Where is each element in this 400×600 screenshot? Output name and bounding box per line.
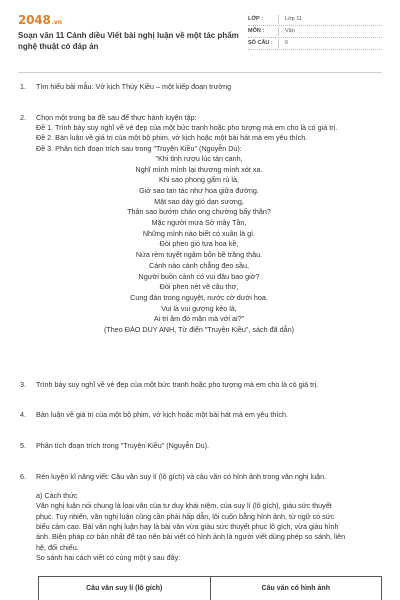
- table-header-cell: Câu văn suy lí (lô gích): [86, 584, 163, 592]
- document-title: [18, 31, 248, 52]
- topic-item: Đề 1. Trình bày suy nghĩ về vẻ đẹp của một bức tranh hoặc pho tượng mà em cho là có giá trị.: [36, 123, 338, 133]
- meta-value: 6: [285, 39, 289, 46]
- poem-line: Mặc người mưa Sở mây Tần,: [151, 218, 247, 228]
- paragraph-line: Văn nghị luận nói chung là loại văn của tư duy khái niệm, của suy lí (lô gích), giàu sức thuyết: [36, 501, 332, 511]
- poem-line: Nửa rèm tuyết ngậm bốn bề trăng thâu.: [135, 250, 263, 260]
- question-text: Tìm hiểu bài mẫu: Vở kịch Thúy Kiều – một kiếp đoạn trường: [36, 82, 232, 91]
- brand-block: [18, 10, 248, 66]
- meta-info: [248, 14, 382, 66]
- topic-item: Đề 3. Phân tích đoạn trích sau trong "Truyện Kiều" (Nguyễn Du):: [36, 143, 242, 153]
- question-number: 2.: [20, 113, 26, 122]
- poem-line: Mặt sao dày gió dạn sương,: [154, 196, 244, 206]
- poem-source: (Theo ĐÀO DUY ANH, Từ điển "Truyện Kiều", sách đã dẫn): [104, 325, 294, 335]
- poem-line: Đòi phen gió tựa hoa kề,: [159, 239, 239, 249]
- table-intro: So sánh hai cách viết có cùng một ý sau đây:: [36, 553, 181, 563]
- question-number: 5.: [20, 441, 26, 450]
- document-header: [18, 10, 382, 66]
- poem-line: Nghĩ mình mình lại thương mình xót xa.: [135, 164, 263, 174]
- question-text: Chọn một trong ba đề sau để thực hành luyện tập:: [36, 113, 197, 122]
- poem-line: "Khi tỉnh rượu lúc tàn canh,: [155, 153, 243, 163]
- meta-row-count: [248, 38, 382, 50]
- poem-line: Người buồn cảnh có vui đâu bao giờ?: [138, 271, 260, 281]
- question-text: Trình bày suy nghĩ về vẻ đẹp của một bức tranh hoặc pho tượng mà em cho là có giá trị.: [36, 380, 319, 389]
- meta-label: SỐ CÂU :: [248, 39, 273, 46]
- poem-line: Thân sao bướm chán ong chường bấy thân?: [127, 207, 271, 217]
- topic-item: Đề 2. Bàn luận về giá trị của một bộ phim, vở kịch hoặc một bài hát mà em yêu thích.: [36, 133, 308, 143]
- question-body: [36, 472, 378, 564]
- question-number: 4.: [20, 410, 26, 419]
- poem-line: Những mình nào biết có xuân là gì.: [142, 228, 256, 238]
- question-number: 1.: [20, 82, 26, 91]
- poem-line: Cảnh nào cảnh chẳng đeo sầu,: [149, 260, 249, 270]
- question-number: 6.: [20, 472, 26, 481]
- meta-row-subject: [248, 26, 382, 38]
- paragraph-line: ảnh. Biện pháp cơ bản nhất để tạo nên bài viết có hình ảnh là người viết dùng phép so sánh, liên: [36, 532, 346, 542]
- table-header-cell: Câu văn có hình ảnh: [210, 577, 382, 600]
- site-logo[interactable]: [18, 12, 248, 28]
- header-divider: [18, 72, 382, 73]
- question-text: Phân tích đoạn trích trong "Truyện Kiều" (Nguyễn Du).: [36, 441, 210, 450]
- poem-line: Khi sao phong gấm rủ là,: [159, 175, 239, 185]
- poem-line: Vui là vui gượng kẻo là,: [161, 303, 237, 313]
- meta-value: Lớp 11: [285, 15, 302, 22]
- title-line: Soạn văn 11 Cánh diều Viết bài nghị luận về một tác phẩm: [18, 31, 239, 41]
- meta-label: MÔN :: [248, 27, 265, 34]
- title-line: nghệ thuật có đáp án: [18, 41, 99, 51]
- question-text: Bàn luận về giá trị của một bộ phim, vở kịch hoặc một bài hát mà em yêu thích.: [36, 410, 289, 419]
- paragraph-line: biểu cảm cao. Bài văn nghị luận hay là bài văn vừa giàu sức thuyết phục lô gích, vừa giàu hình: [36, 521, 339, 531]
- poem-line: Ai tri âm đó mặn mà với ai?": [153, 314, 245, 324]
- poem-line: Đòi phen nét vẽ câu thơ,: [159, 282, 239, 292]
- poem-line: Giờ sao tan tác như hoa giữa đường.: [139, 185, 259, 195]
- paragraph-line: phục. Tuy nhiên, văn nghị luận cũng cần phải hấp dẫn, lôi cuốn bằng hình ảnh, từ ngữ có sức: [36, 511, 335, 521]
- question-body: [36, 113, 378, 336]
- paragraph-line: hệ, đối chiếu.: [36, 542, 79, 552]
- meta-label: LỚP :: [248, 15, 263, 22]
- meta-value: Văn: [285, 27, 295, 34]
- question-2: [20, 113, 378, 336]
- question-text: Rèn luyện kĩ năng viết: Câu văn suy lí (lô gích) và câu văn có hình ảnh trong văn nghị luận.: [36, 472, 327, 481]
- logo-domain: .vn: [51, 19, 63, 26]
- question-number: 3.: [20, 380, 26, 389]
- question-1: [20, 82, 378, 92]
- meta-row-class: [248, 14, 382, 26]
- logo-text: 2048: [18, 13, 51, 27]
- sub-heading: a) Cách thức: [36, 490, 78, 500]
- question-6: [20, 472, 378, 564]
- question-5: [20, 441, 378, 451]
- question-4: [20, 410, 378, 420]
- poem-excerpt: [20, 154, 378, 336]
- question-3: [20, 380, 378, 390]
- comparison-table: [38, 576, 382, 600]
- poem-line: Cung đàn trong nguyệt, nước cờ dưới hoa.: [130, 292, 268, 302]
- paragraph: [36, 501, 378, 553]
